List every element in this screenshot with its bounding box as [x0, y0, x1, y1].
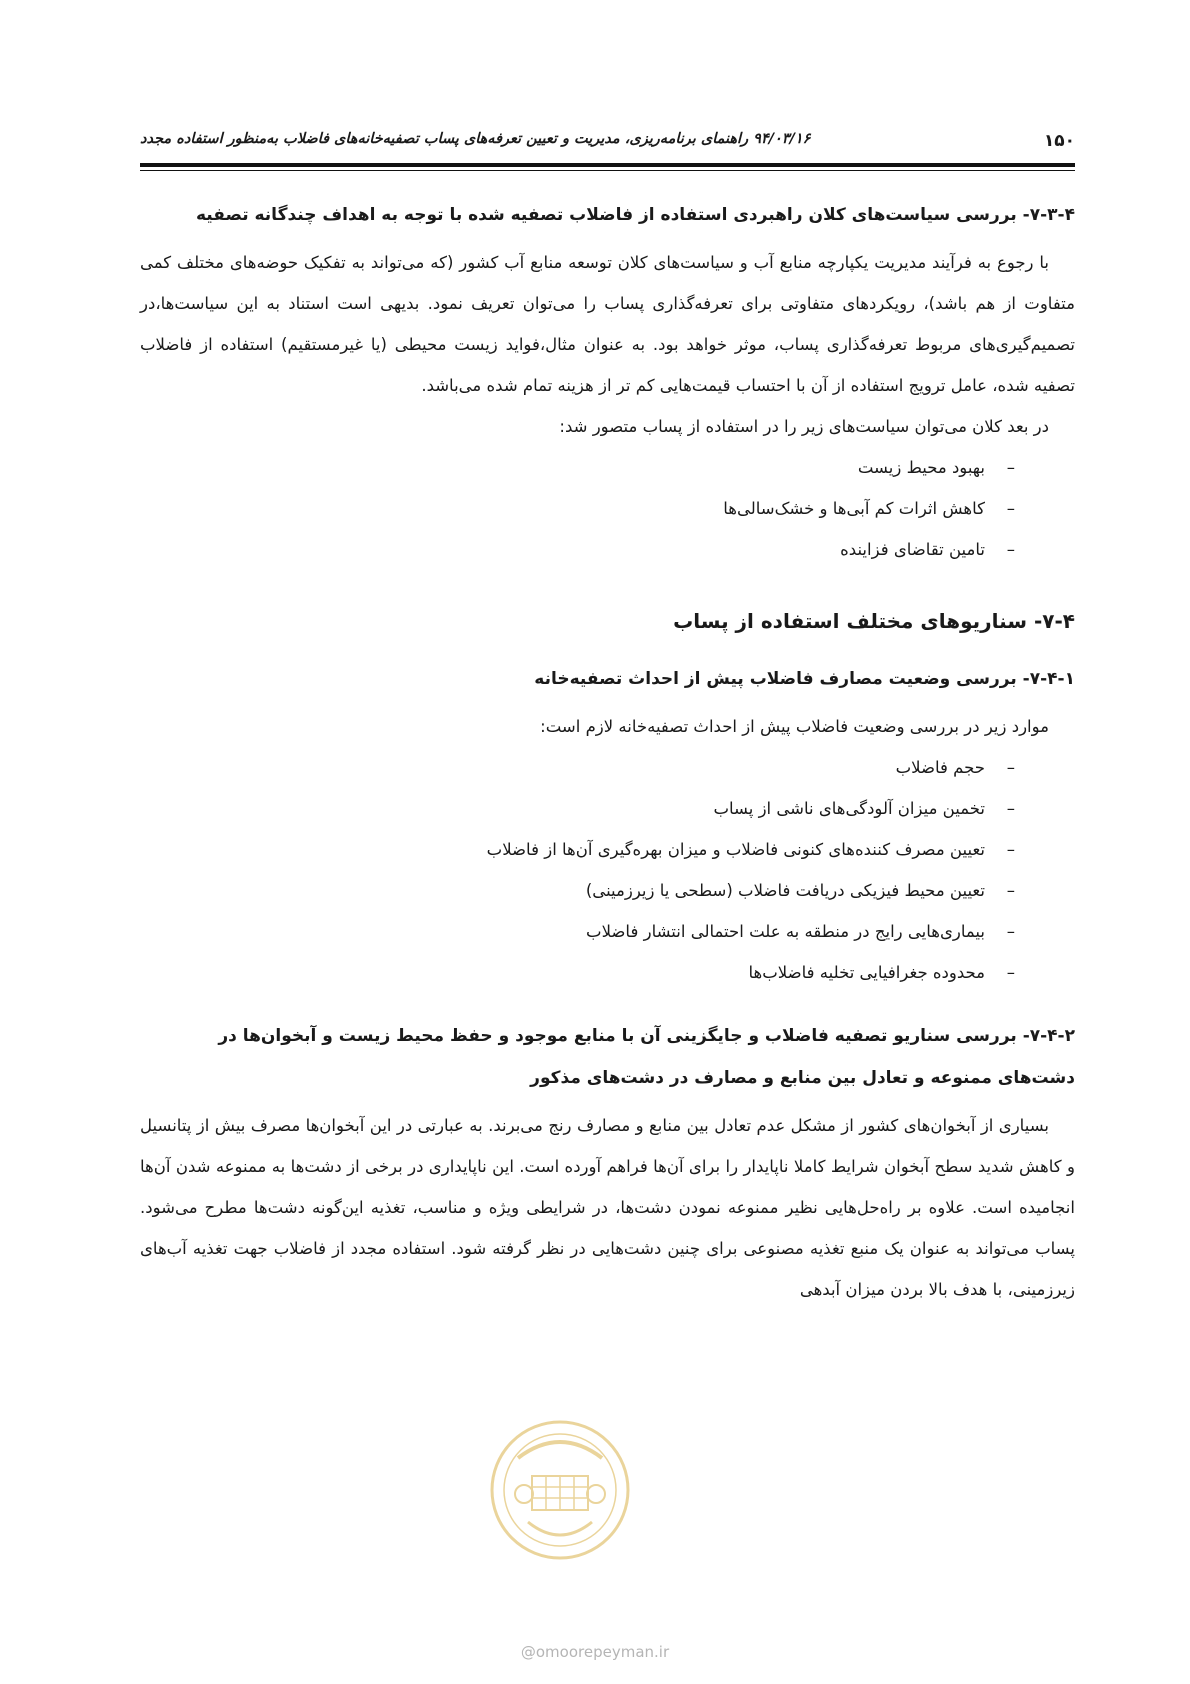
heading-7-4: ۷-۴- سناریوهای مختلف استفاده از پساب	[673, 609, 1075, 633]
header-rule-thick	[140, 163, 1075, 167]
list-item: – بهبود محیط زیست	[857, 458, 1015, 477]
list-item: – محدوده جغرافیایی تخلیه فاضلاب‌ها	[748, 963, 1015, 982]
header-rule-thin	[140, 170, 1075, 171]
seal-watermark-icon	[488, 1418, 633, 1563]
page-header	[140, 127, 1075, 157]
heading-7-3-4: ۷-۳-۴- بررسی سیاست‌های کلان راهبردی استفاده از فاضلاب تصفیه شده با توجه به اهداف چندگانه تصفیه	[195, 205, 1075, 225]
footer-website: @omoorepeyman.ir	[520, 1643, 670, 1661]
heading-7-4-2: ۷-۴-۲- بررسی سناریو تصفیه فاضلاب و جایگزینی آن با منابع موجود و حفظ محیط زیست و آبخوان‌ها در دشت‌های ممنوعه و تعادل بین منابع و مصارف در دشت‌های مذکور	[218, 1026, 1075, 1088]
page-content	[140, 180, 1075, 1310]
list-item: – حجم فاضلاب	[895, 758, 1015, 777]
intro-7-3-4: در بعد کلان می‌توان سیاست‌های زیر را در استفاده از پساب متصور شد:	[559, 417, 1049, 436]
policy-list	[140, 447, 1075, 570]
running-title: ۹۴/۰۳/۱۶ راهنمای برنامه‌ریزی، مدیریت و تعیین تعرفه‌های پساب تصفیه‌خانه‌های فاضلاب به‌منظور استفاده مجدد	[140, 131, 811, 147]
paragraph-7-3-4: با رجوع به فرآیند مدیریت یکپارچه منابع آب و سیاست‌های کلان توسعه منابع آب کشور (که می‌تواند به تفکیک حوضه‌های مختلف کمی متفاوت از هم باشد)، رویکردهای متفاوتی برای تعرفه‌گذاری پساب را می‌توان تعریف نمود. بدیهی است استناد به این سیاست‌ها،در تصمیم‌گیری‌های مربوط تعرفه‌گذاری پساب، موثر خواهد بود. به عنوان مثال،فواید زیست محیطی (یا غیرمستقیم) استفاده از فاضلاب تصفیه شده، عامل ترویج استفاده از آن با احتساب قیمت‌هایی کم تر از هزینه تمام شده می‌باشد.	[140, 253, 1075, 395]
paragraph-7-4-2: بسیاری از آبخوان‌های کشور از مشکل عدم تعادل بین منابع و مصارف رنج می‌برند. به عبارتی در این آبخوان‌ها مصرف بیش از پتانسیل و کاهش شدید سطح آبخوان شرایط کاملا ناپایدار را برای آن‌ها فراهم آورده است. این ناپایداری در برخی از دشت‌ها به ممنوعه شدن آن‌ها انجامیده است. علاوه بر راه‌حل‌هایی نظیر ممنوعه نمودن دشت‌ها، در شرایطی ویژه و مناسب، تغذیه این‌گونه دشت‌ها مطرح می‌شود. پساب می‌تواند به عنوان یک منبع تغذیه مصنوعی برای چنین دشت‌هایی در نظر گرفته شود. استفاده مجدد از فاضلاب جهت تغذیه آب‌های زیرزمینی، با هدف بالا بردن میزان آبدهی	[140, 1116, 1075, 1299]
list-item: – تخمین میزان آلودگی‌های ناشی از پساب	[713, 799, 1015, 818]
wastewater-status-list	[140, 747, 1075, 993]
heading-7-4-1: ۷-۴-۱- بررسی وضعیت مصارف فاضلاب پیش از احداث تصفیه‌خانه	[534, 669, 1075, 689]
list-item: – بیماری‌هایی رایج در منطقه به علت احتمالی انتشار فاضلاب	[586, 922, 1015, 941]
list-item: – کاهش اثرات کم آبی‌ها و خشک‌سالی‌ها	[723, 499, 1015, 518]
list-item: – تعیین مصرف کننده‌های کنونی فاضلاب و میزان بهره‌گیری آن‌ها از فاضلاب	[486, 840, 1015, 859]
list-item: – تامین تقاضای فزاینده	[840, 540, 1015, 559]
page-number: ۱۵۰	[1043, 131, 1075, 151]
list-item: – تعیین محیط فیزیکی دریافت فاضلاب (سطحی یا زیرزمینی)	[585, 881, 1015, 900]
intro-7-4-1: موارد زیر در بررسی وضعیت فاضلاب پیش از احداث تصفیه‌خانه لازم است:	[540, 717, 1049, 736]
